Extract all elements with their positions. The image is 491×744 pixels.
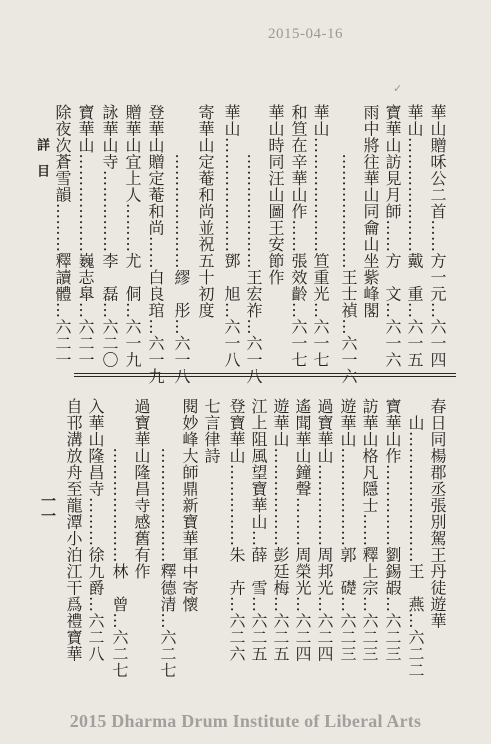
toc-entry: 江上阻風望寶華山…薛 雪…六二五	[249, 398, 268, 662]
toc-entry: 華山…………………笪重光…六一七	[311, 104, 330, 368]
toc-entry: 遙聞華山鐘聲………周榮光…六二四	[293, 398, 312, 662]
toc-entry: 華山…………………戴 重…六一五	[405, 104, 424, 368]
toc-entry: 遊華山………………郭 礎…六二三	[338, 398, 357, 662]
toc-entry: 華山時同汪山圖王安節作	[266, 104, 285, 286]
toc-entry: 過寶華山隆昌寺感舊有作	[132, 398, 151, 580]
toc-entry: …………………繆 彤…六一八	[172, 104, 191, 385]
toc-entry: 登華山贈定菴和尚……白良琯…六一九	[146, 104, 165, 385]
toc-entry: 寶華山作……………劉錫嘏…六二三	[383, 398, 402, 662]
toc-entry: 訪華山格凡隱士……釋上宗…六二三	[360, 398, 379, 662]
toc-entry: 寶華山訪見月師……方 文…六一六	[383, 104, 402, 368]
toc-entry: …………………王宏祚…六一八	[244, 104, 263, 385]
toc-entry: 閱妙峰大師鼎新寶華軍中寄懷	[180, 398, 199, 613]
toc-entry: 寄華山定菴和尚並祝五十初度	[196, 104, 215, 319]
toc-entry: …………………釋德清…六二七	[158, 398, 177, 679]
section-label: 詳 目	[34, 138, 49, 177]
stamp-date: 2015-04-16	[268, 26, 343, 42]
toc-entry: 華山…………………鄧 旭…六一八	[222, 104, 241, 368]
toc-entry: 山……………………王 燕…六二二	[406, 398, 425, 679]
toc-entry: 贈華山宜上人………尤 侗…六一九	[123, 104, 142, 368]
check-mark: ✓	[393, 82, 403, 95]
page-number: 一一	[39, 493, 57, 523]
footer-watermark: 2015 Dharma Drum Institute of Liberal Arts	[69, 711, 422, 731]
toc-entry: 登寶華山……………朱 卉…六二六	[227, 398, 246, 662]
toc-entry: 寶華山………………巍志臯…六二一	[76, 104, 95, 368]
toc-entry: …………………林 曾…六二七	[110, 398, 129, 679]
toc-entry: 七言律詩	[202, 398, 221, 464]
toc-entry: 自邗溝放舟至龍潭小泊江干爲禮寶華	[64, 398, 83, 662]
section-divider	[74, 373, 456, 377]
toc-entry: …………………王士禎…六一六	[339, 104, 358, 385]
toc-entry: 春日同楊郡丞張別駕王丹徒遊華	[428, 398, 447, 629]
toc-entry: 遊華山………………彭廷梅…六二五	[271, 398, 290, 662]
toc-entry: 入華山隆昌寺………徐九爵…六二八	[86, 398, 105, 662]
toc-entry: 詠華山寺……………李 磊…六二〇	[100, 104, 119, 368]
toc-entry: 過寶華山……………周邦光…六二四	[315, 398, 334, 662]
toc-entry: 華山贈咊公二首……方一元…六一四	[428, 104, 447, 368]
toc-entry: 雨中將往華山同龠山坐紫峰閣	[361, 104, 380, 319]
toc-entry: 和笪在辛華山作……張效齡…六一七	[289, 104, 308, 368]
toc-entry: 除夜次蒼雪韻………釋讀體…六二一	[53, 104, 72, 368]
